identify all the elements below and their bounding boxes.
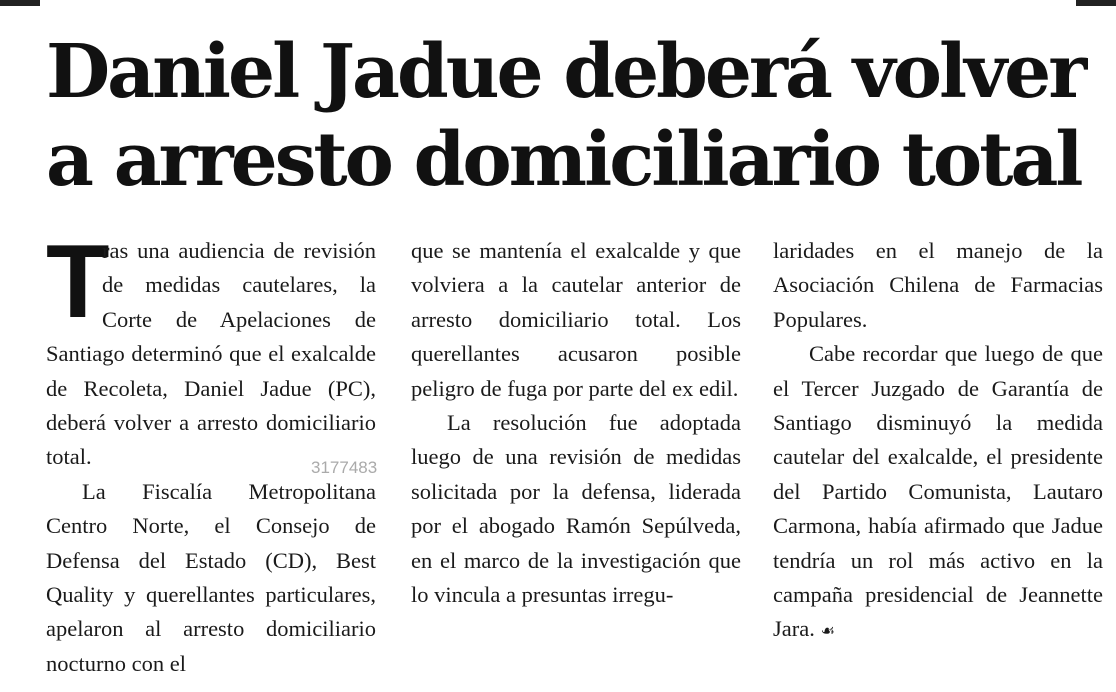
top-rule <box>0 0 1116 6</box>
paragraph-text: Cabe recordar que luego de que el Tercer Juzgado de Garantía de Santiago disminuyó la medida cautelar del exalcalde, el presidente del Partido Comunista, Lautaro Carmona, había afirmado que Jadue tendría un rol más activo en la campaña presidencial de Jeannette Jara. <box>773 341 1103 642</box>
paragraph: laridades en el manejo de la Asociación Chilena de Farmacias Populares. <box>773 238 1103 332</box>
watermark-id: 3177483 <box>311 458 378 477</box>
paragraph: que se mantenía el exalcalde y que volviera a la cautelar anterior de arresto domiciliario total. Los querellantes acusaron posible peligro de fuga por parte del ex edil. <box>411 238 741 401</box>
top-rule-right <box>1076 0 1116 6</box>
headline: Daniel Jadue deberá volver a arresto domiciliario total <box>46 29 1085 203</box>
top-rule-left <box>0 0 40 6</box>
paragraph-text: ras una audiencia de revisión de medidas cautelares, la Corte de Apelaciones de Santiago determinó que el exalcalde de Recoleta, Daniel Jadue (PC), deberá volver a arresto domiciliario total. <box>46 238 376 470</box>
paragraph <box>773 337 1103 649</box>
drop-cap: T <box>46 224 110 340</box>
column-2 <box>411 234 741 612</box>
column-3 <box>773 234 1103 649</box>
paragraph <box>46 224 376 475</box>
article-body <box>46 224 1106 676</box>
paragraph: La resolución fue adoptada luego de una revisión de medidas solicitada por la defensa, liderada por el abogado Ramón Sepúlveda, en el marco de la investigación que lo vincula a presuntas irregu- <box>411 410 741 608</box>
paragraph: La Fiscalía Metropolitana Centro Norte, el Consejo de Defensa del Estado (CD), Best Quality y querellantes particulares, apelaron al arresto domiciliario nocturno con el <box>46 478 376 676</box>
end-of-article-icon: ☙ <box>820 621 835 641</box>
